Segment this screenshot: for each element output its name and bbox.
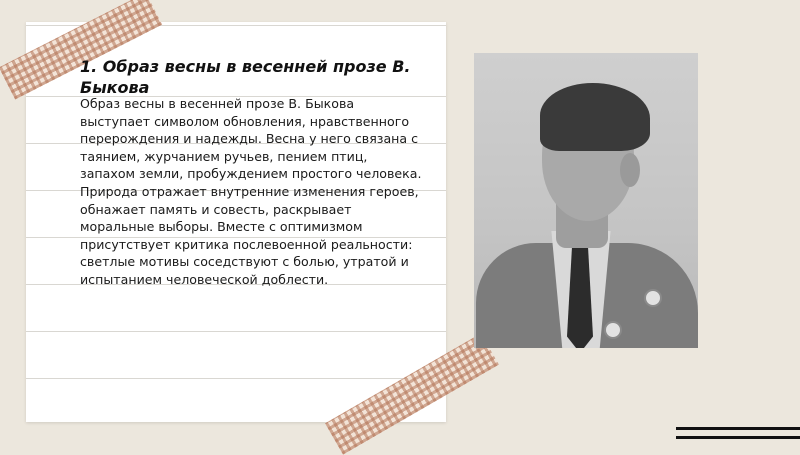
decorative-line [676,436,800,439]
slide-title: 1. Образ весны в весенней прозе В. Быкова [80,57,411,97]
portrait-hair [540,83,650,151]
star-medal-icon [644,289,662,307]
author-portrait-photo [474,53,698,348]
portrait-ear [620,153,640,187]
medal-icon [604,321,622,339]
slide-body-text: Образ весны в весенней прозе В. Быкова выступает символом обновления, нравственного перерождения и надежды. Весна у него связана с таянием, журчанием ручьев, пением птиц, запахом земли, пробуждением простого человека. Природа отражает внутренние изменения героев, обнажает память и совесть, раскрывает моральные выборы. Вместе с оптимизмом присутствует критика послевоенной реальности: светлые мотивы соседствуют с болью, утратой и испытанием человеческой доблести. [80,96,422,287]
decorative-line [676,427,800,430]
